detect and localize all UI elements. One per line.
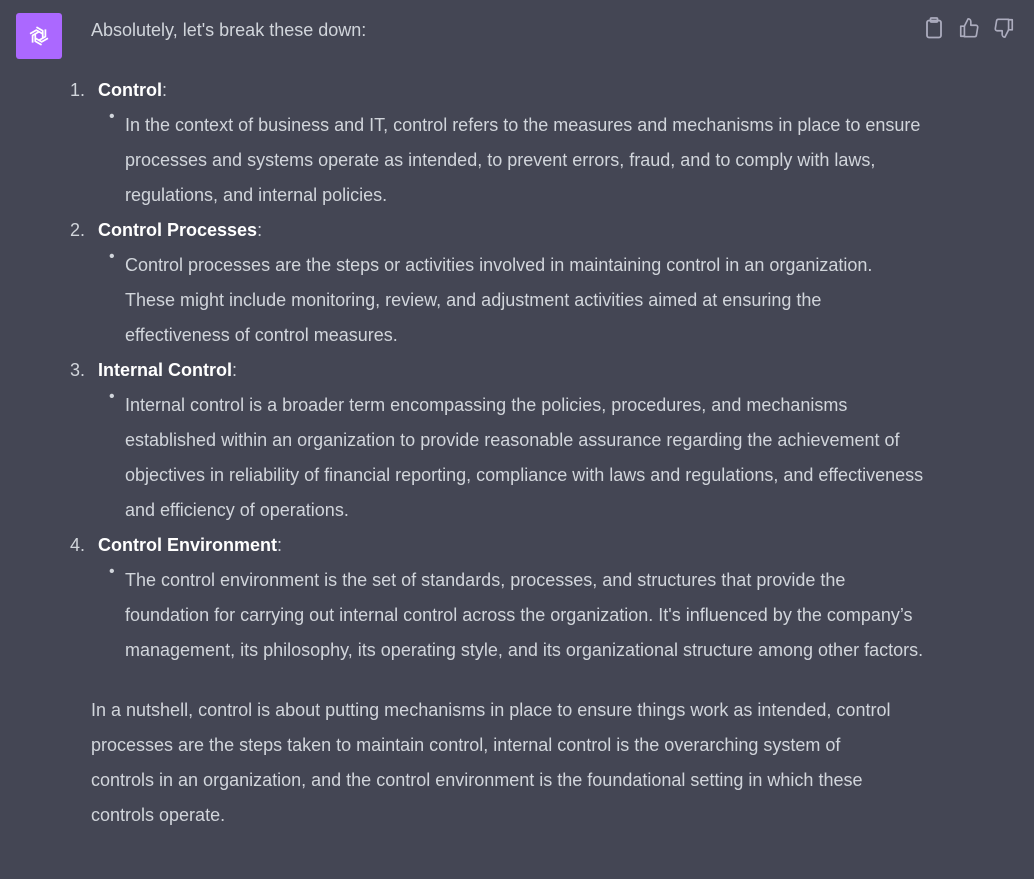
list-item-detail: In the context of business and IT, control refers to the measures and mechanisms in place to ensure processes and systems operate as intended, to prevent errors, fraud, and to comply with laws, regulations, and internal policies. (125, 115, 921, 205)
avatar (16, 13, 62, 59)
list-item-heading (70, 73, 951, 108)
sub-list (91, 563, 925, 668)
bullet-icon: • (109, 108, 115, 125)
sub-list-item (109, 563, 925, 668)
list-item (70, 73, 951, 213)
list-item (70, 528, 951, 668)
list-item-term: Control Environment (98, 535, 277, 555)
thumbs-down-button[interactable] (992, 15, 1016, 41)
list-item-colon: : (161, 80, 167, 100)
thumbs-up-button[interactable] (957, 15, 981, 41)
sub-list (91, 388, 925, 528)
list-item-number: 1. (70, 80, 86, 100)
list-item-heading (70, 213, 951, 248)
list-item-colon: : (277, 535, 283, 555)
list-item-detail: Control processes are the steps or activities involved in maintaining control in an organization. These might include monitoring, review, and adjustment activities aimed at ensuring the effectiveness of control measures. (125, 255, 873, 345)
sub-list-item (109, 388, 925, 528)
list-item-term: Control Processes (98, 220, 258, 240)
definitions-list (70, 73, 951, 668)
list-item-colon: : (232, 360, 238, 380)
message-intro: Absolutely, let's break these down: (91, 20, 367, 40)
message-summary: In a nutshell, control is about putting mechanisms in place to ensure things work as intended, control processes are the steps taken to maintain control, internal control is the overarching system of controls in an organization, and the control environment is the foundational setting in which these controls operate. (91, 700, 891, 825)
bullet-icon: • (109, 563, 115, 580)
sub-list-item (109, 248, 925, 353)
list-item (70, 353, 951, 528)
list-item (70, 213, 951, 353)
sub-list (91, 248, 925, 353)
list-item-heading (70, 528, 951, 563)
list-item-term: Control (98, 80, 162, 100)
openai-logo-icon (25, 22, 53, 50)
list-item-number: 2. (70, 220, 86, 240)
thumbs-up-icon (958, 17, 980, 39)
sub-list-item (109, 108, 925, 213)
assistant-message (70, 13, 951, 833)
bullet-icon: • (109, 388, 115, 405)
bullet-icon: • (109, 248, 115, 265)
list-item-detail: Internal control is a broader term encompassing the policies, procedures, and mechanisms established within an organization to provide reasonable assurance regarding the achievement of objectives in reliability of financial reporting, compliance with laws and regulations, and effectiveness and efficiency of operations. (125, 395, 924, 520)
list-item-detail: The control environment is the set of standards, processes, and structures that provide the foundation for carrying out internal control across the organization. It's influenced by the company’s management, its philosophy, its operating style, and its organizational structure among other factors. (125, 570, 924, 660)
list-item-number: 3. (70, 360, 86, 380)
list-item-heading (70, 353, 951, 388)
list-item-number: 4. (70, 535, 86, 555)
thumbs-down-icon (993, 17, 1015, 39)
list-item-colon: : (257, 220, 263, 240)
list-item-term: Internal Control (98, 360, 232, 380)
sub-list (91, 108, 925, 213)
